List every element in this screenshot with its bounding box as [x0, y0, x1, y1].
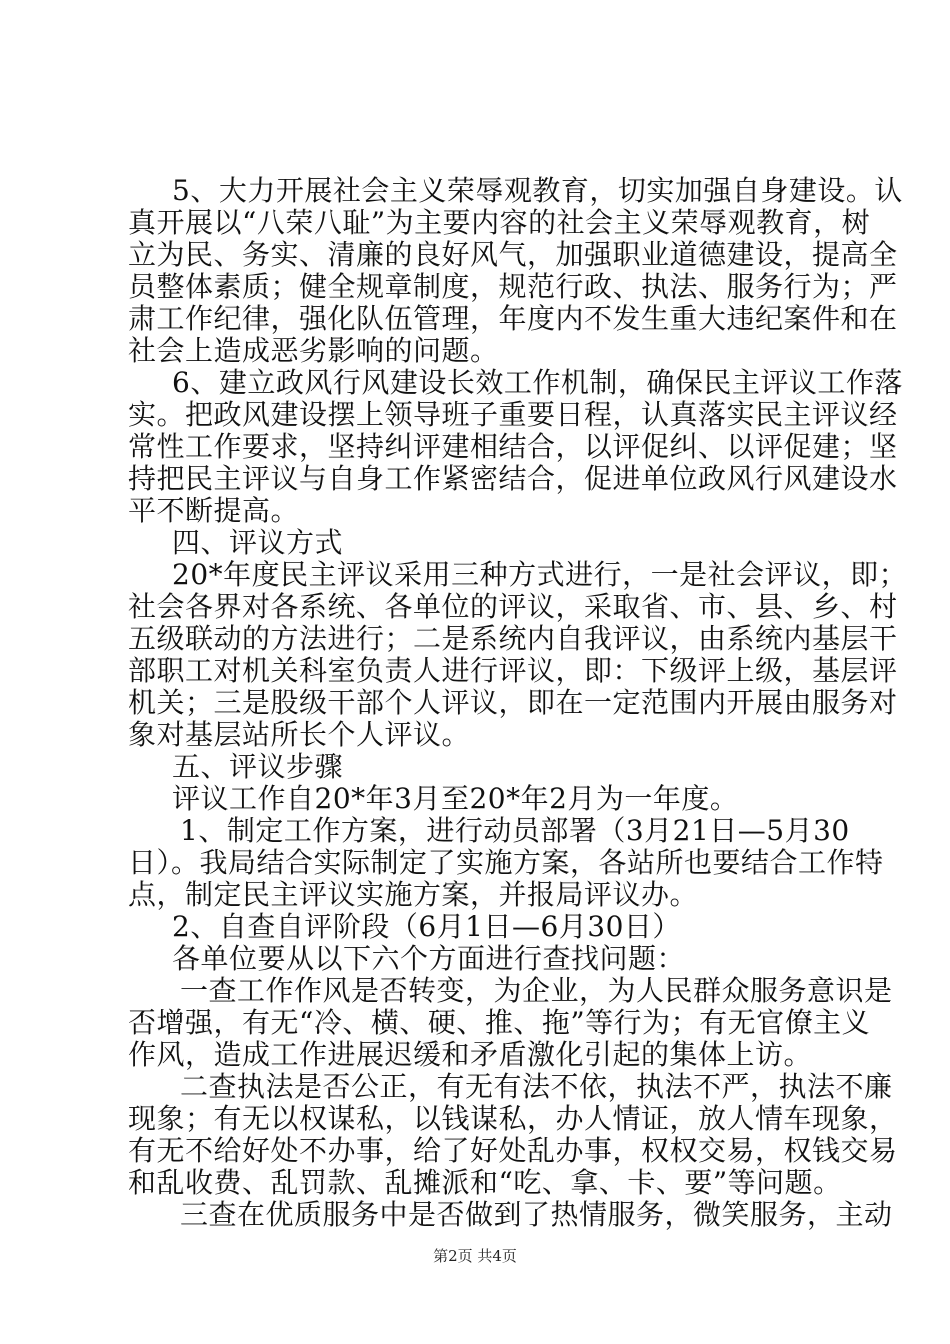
paragraph-line: 常性工作要求，坚持纠评建相结合，以评促纠、以评促建；坚	[128, 430, 898, 463]
paragraph-line: 点，制定民主评议实施方案，并报局评议办。	[128, 878, 699, 911]
paragraph-line: 部职工对机关科室负责人进行评议，即：下级评上级，基层评	[128, 654, 898, 687]
paragraph-line: 持把民主评议与自身工作紧密结合，促进单位政风行风建设水	[128, 462, 898, 495]
paragraph-line: 否增强，有无“冷、横、硬、推、拖”等行为；有无官僚主义	[128, 1006, 871, 1039]
paragraph-line: 一查工作作风是否转变，为企业，为人民群众服务意识是	[180, 974, 893, 1007]
paragraph-line: 作风，造成工作进展迟缓和矛盾激化引起的集体上访。	[128, 1038, 813, 1071]
paragraph-line: 有无不给好处不办事，给了好处乱办事，权权交易，权钱交易	[128, 1134, 898, 1167]
paragraph-line: 20*年度民主评议采用三种方式进行，一是社会评议，即；	[172, 558, 908, 591]
paragraph-line: 社会各界对各系统、各单位的评议，采取省、市、县、乡、村	[128, 590, 898, 623]
paragraph-line: 机关；三是股级干部个人评议，即在一定范围内开展由服务对	[128, 686, 898, 719]
paragraph-line: 实。把政风建设摆上领导班子重要日程，认真落实民主评议经	[128, 398, 898, 431]
page-number-footer: 第2页 共4页	[433, 1247, 517, 1265]
paragraph-line: 评议工作自20*年3月至20*年2月为一年度。	[172, 782, 739, 815]
paragraph-line: 立为民、务实、清廉的良好风气，加强职业道德建设，提高全	[128, 238, 898, 271]
paragraph-line: 平不断提高。	[128, 494, 300, 527]
section-heading: 五、评议步骤	[172, 750, 344, 783]
paragraph-line: 员整体素质；健全规章制度，规范行政、执法、服务行为；严	[128, 270, 898, 303]
paragraph-line: 象对基层站所长个人评议。	[128, 718, 471, 751]
document-body	[128, 174, 908, 1231]
paragraph-line: 2、自查自评阶段（6月1日—6月30日）	[172, 910, 681, 943]
paragraph-line: 五级联动的方法进行；二是系统内自我评议，由系统内基层干	[128, 622, 898, 655]
paragraph-line: 三查在优质服务中是否做到了热情服务，微笑服务，主动	[180, 1198, 893, 1231]
paragraph-line: 肃工作纪律，强化队伍管理，年度内不发生重大违纪案件和在	[128, 302, 898, 335]
section-heading: 四、评议方式	[172, 526, 344, 559]
paragraph-line: 社会上造成恶劣影响的问题。	[128, 334, 499, 367]
paragraph-line: 和乱收费、乱罚款、乱摊派和“吃、拿、卡、要”等问题。	[128, 1166, 842, 1199]
paragraph-line: 二查执法是否公正，有无有法不依，执法不严，执法不廉	[180, 1070, 893, 1103]
paragraph-line: 1、制定工作方案，进行动员部署（3月21日—5月30	[180, 814, 850, 847]
paragraph-line: 现象；有无以权谋私，以钱谋私，办人情证，放人情车现象，	[128, 1102, 898, 1135]
paragraph-line: 真开展以“八荣八耻”为主要内容的社会主义荣辱观教育，树	[128, 206, 871, 239]
paragraph-line: 日）。我局结合实际制定了实施方案，各站所也要结合工作特	[128, 846, 884, 879]
paragraph-line: 各单位要从以下六个方面进行查找问题：	[172, 942, 686, 975]
paragraph-line: 6、建立政风行风建设长效工作机制，确保民主评议工作落	[172, 366, 903, 399]
paragraph-line: 5、大力开展社会主义荣辱观教育，切实加强自身建设。认	[172, 174, 903, 207]
